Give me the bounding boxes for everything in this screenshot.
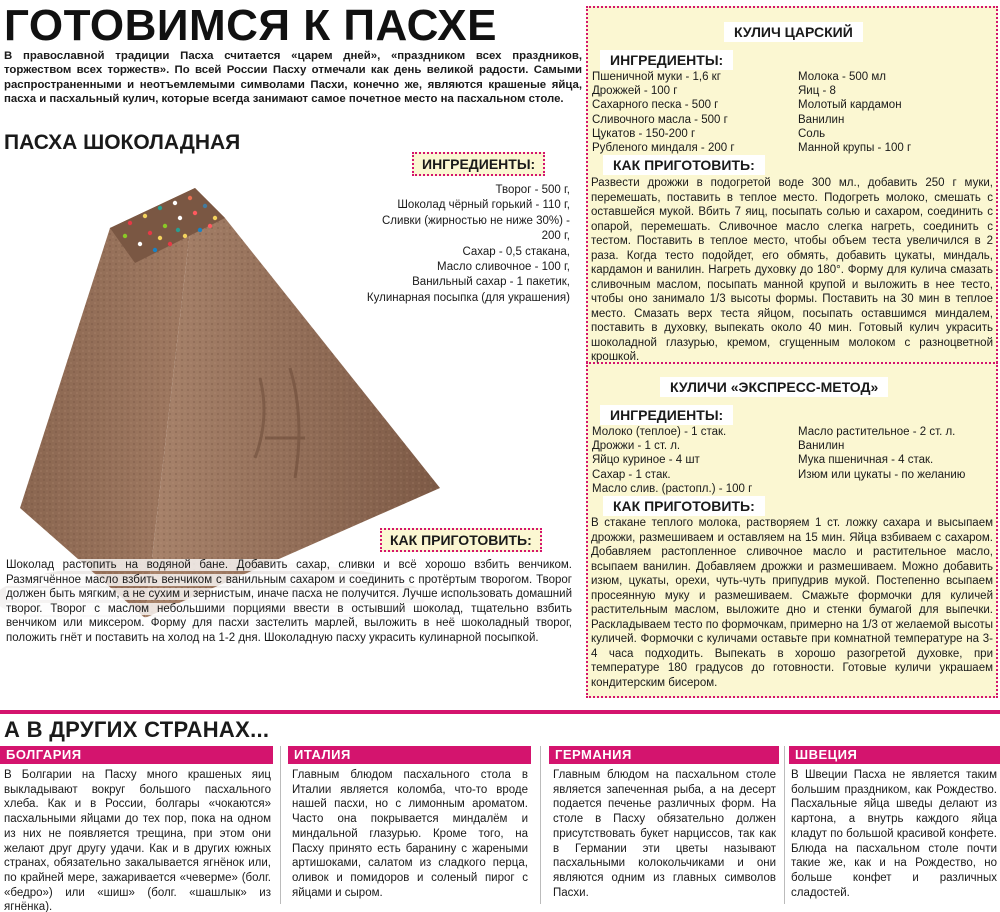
ingredient: 200 г,: [541, 230, 570, 243]
ingredient: Сливочного масла - 500 г: [592, 113, 728, 126]
country-text-germany: Главным блюдом на пасхальном столе является запеченная рыба, а на десерт подается печенье различных форм. На столе в Пасху обязательно должен присутствовать букет нарциссов, так как в Германии эти цветы называют пасхальными колокольчиками и они являются одним из главных символов Пасхи.: [553, 769, 776, 899]
country-text-sweden: В Швеции Пасха не является таким большим праздником, как Рождество. Пасхальные яйца шведы делают из картона, а внутрь каждого яйца кладут по большой красивой конфете. Блюда на пасхальном столе почти такие же, как и на Рождество, но больше конфет и различных сладостей.: [791, 769, 997, 899]
country-text-bulgaria: В Болгарии на Пасху много крашеных яиц выкладывают вокруг большого пасхального хлеба. Как и в России, болгары «чокаются» пасхальными яйцами до тех пор, пока на одном из них не появляется трещина, при этом они желают друг другу удачи. Как и в других южных странах, обязательно закалывается ягнёнок или, по крайней мере, зажаривается «чеверме» (болг. «бедро») или «шиш» (болг. «шашлык» из ягнёнка).: [4, 769, 271, 912]
paskha-ingredients-heading: ИНГРЕДИЕНТЫ:: [412, 152, 545, 176]
ingredient: Яиц - 8: [798, 85, 836, 98]
ingredient: Манной крупы - 100 г: [798, 142, 912, 155]
paskha-ingredients-list: [330, 183, 570, 306]
country-header-bulgaria: БОЛГАРИЯ: [0, 746, 273, 764]
ingredient: Кулинарная посыпка (для украшения): [366, 291, 570, 304]
ingredient: Мука пшеничная - 4 стак.: [798, 454, 934, 467]
kulich-method-heading: КАК ПРИГОТОВИТЬ:: [603, 155, 765, 175]
ingredient: Дрожжи - 1 ст. л.: [592, 440, 681, 453]
express-title: КУЛИЧИ «ЭКСПРЕСС-МЕТОД»: [660, 377, 888, 397]
paskha-title: ПАСХА ШОКОЛАДНАЯ: [4, 131, 241, 154]
ingredient: Молотый кардамон: [798, 99, 902, 112]
ingredient: Цукатов - 150-200 г: [592, 127, 696, 140]
kulich-ingredients-heading: ИНГРЕДИЕНТЫ:: [600, 50, 733, 70]
ingredient: Сахар - 1 стак.: [592, 468, 671, 481]
express-method-heading: КАК ПРИГОТОВИТЬ:: [603, 496, 765, 516]
ingredient: Молока - 500 мл: [798, 71, 886, 83]
kulich-title: КУЛИЧ ЦАРСКИЙ: [724, 22, 863, 42]
ingredient: Изюм или цукаты - по желанию: [798, 468, 966, 481]
express-ingredients-heading: ИНГРЕДИЕНТЫ:: [600, 405, 733, 425]
kulich-ingredients-right: [798, 70, 994, 155]
section-divider: [0, 710, 1000, 714]
column-divider: [280, 746, 281, 904]
ingredient: Масло слив. (растопл.) - 100 г: [592, 482, 753, 495]
ingredient: Дрожжей - 100 г: [592, 85, 678, 98]
paskha-method-heading: КАК ПРИГОТОВИТЬ:: [380, 528, 542, 552]
ingredient: Рубленого миндаля - 200 г: [592, 142, 735, 155]
country-header-germany: ГЕРМАНИЯ: [549, 746, 779, 764]
other-countries-title: А В ДРУГИХ СТРАНАХ...: [4, 717, 270, 742]
country-text-italy: Главным блюдом пасхального стола в Италии является коломба, что-то вроде нашей пасхи, но с лимонным ароматом. Часто она покрывается миндалём и миндальной глазурью. Кроме того, на Пасху принято есть баранину с жареными артишоками, салатом из сладкого перца, оливок и помидоров и соленый пирог с яйцами и сыром.: [292, 769, 528, 899]
ingredient: Творог - 500 г,: [495, 184, 570, 196]
ingredient: Масло сливочное - 100 г,: [436, 261, 570, 274]
ingredient: Сахарного песка - 500 г: [592, 99, 719, 112]
express-ingredients-right: [798, 425, 994, 482]
ingredient: Молоко (теплое) - 1 стак.: [592, 426, 727, 438]
ingredient: Пшеничной муки - 1,6 кг: [592, 71, 721, 83]
country-header-italy: ИТАЛИЯ: [288, 746, 531, 764]
kulich-method-text: Развести дрожжи в подогретой воде 300 мл., добавить 250 г муки, перемешать, поставить в теплое место. Подогреть молоко, смешать с оставшейся мукой. Вбить 7 яиц, посыпать солью и сахаром, соединить с опарой, перемешать. Сливочное масло слегка нагреть, соединить с тестом. Поставить в теплое место, чтобы объем теста увеличился в 2 раза. Когда тесто подойдет, его обмять, добавить цукаты, миндаль, кардамон и ванилин. Нагреть духовку до 180°. Форму для кулича смазать сливочным маслом, посыпать манной крупой и выложить в нее тесто, чтобы оно занимало 1/3 высоты формы. Поставить на 30 мин в теплое место. Смазать верх теста яйцом, посыпать оставшимся миндалем, поставить в духовку, выпекать около 40 мин. Готовый кулич украсить шоколадной глазурью, кремом, сгущенным молоком с разноцветной крошкой.: [591, 177, 993, 363]
ingredient: Ванильный сахар - 1 пакетик,: [412, 276, 570, 289]
column-divider: [540, 746, 541, 904]
ingredient: Яйцо куриное - 4 шт: [592, 454, 700, 467]
intro-paragraph: В православной традиции Пасха считается «царем дней», «праздником всех праздников, торжеством всех торжеств». По всей России Пасху отмечали как день великой радости. Самыми распространенными и неотъемлемыми символами Пасхи, конечно же, являются крашеные яйца, пасха и пасхальный кулич, которые всегда занимают самое почетное место на пасхальном столе.: [4, 50, 582, 106]
ingredient: Масло растительное - 2 ст. л.: [798, 426, 956, 438]
country-header-sweden: ШВЕЦИЯ: [789, 746, 1000, 764]
ingredient: Шоколад чёрный горький - 110 г,: [397, 199, 570, 212]
column-divider: [784, 746, 785, 904]
ingredient: Ванилин: [798, 113, 845, 126]
express-method-text: В стакане теплого молока, растворяем 1 ст. ложку сахара и высыпаем дрожжи, размешиваем и оставляем на 15 мин. Яйца взбиваем с сахаром. Добавляем растопленное сливочное масло и растительное масло, всыпаем ванилин. Добавляем дрожжи и размешиваем. Можно добавить изюм, цукаты, орехи, чуть-чуть припудрив мукой. Постепенно всыпаем просеянную муку и размешиваем. Смажьте формочки для куличей растительным маслом, выложите дно и стенки бумагой для выпечки. Раскладываем тесто по формочкам, примерно на 1/3 от желаемой высоты куличей. Формочки с куличами оставьте при комнатной температуре на 3-4 часа подходить. Выпекать в хорошо разогретой духовке, при температуре 180 градусов до готовности. Готовые куличи украшаем кондитерским бисером.: [591, 517, 993, 689]
paskha-method-text: Шоколад растопить на водяной бане. Добавить сахар, сливки и всё хорошо взбить венчиком. Размягчённое масло взбить венчиком с ванильным сахаром и соединить с протёртым творогом. Творог должен быть мягким, а не сухим и зернистым, иначе пасха не получится. Лучше использовать домашний творог. Творог с маслом небольшими порциями ввести в остывший шоколад, тщательно взбить венчиком или миксером. Форму для пасхи застелить марлей, выложить в неё шоколадный творог, положить гнёт и поставить на холод на 1-2 дня. Шоколадную пасху украсить кулинарной посыпкой.: [6, 559, 572, 644]
ingredient: Сливки (жирностью не ниже 30%) -: [382, 214, 570, 227]
express-ingredients-left: [592, 425, 792, 496]
ingredient: Соль: [798, 127, 826, 140]
ingredient: Ванилин: [798, 440, 845, 453]
page-title: ГОТОВИМСЯ К ПАСХЕ: [4, 1, 497, 50]
ingredient: Сахар - 0,5 стакана,: [462, 245, 570, 258]
kulich-ingredients-left: [592, 70, 792, 155]
